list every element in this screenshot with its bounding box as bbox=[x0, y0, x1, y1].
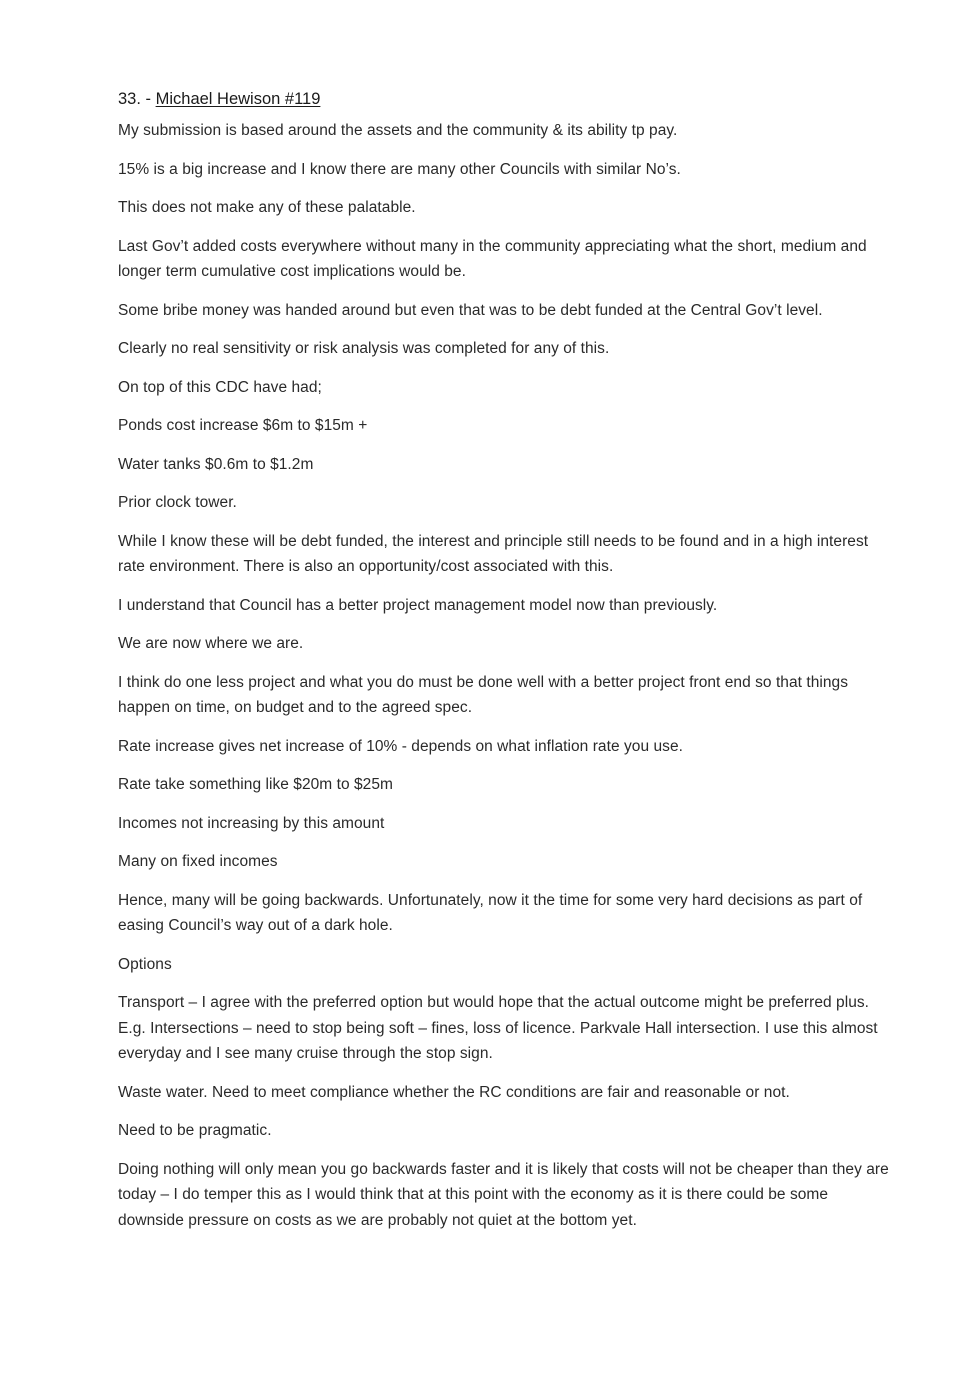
paragraph: Many on fixed incomes bbox=[118, 853, 278, 870]
paragraph: On top of this CDC have had; bbox=[118, 378, 322, 396]
paragraph: Need to be pragmatic. bbox=[118, 1122, 272, 1139]
paragraph: Water tanks $0.6m to $1.2m bbox=[118, 455, 314, 473]
paragraph: Some bribe money was handed around but even that was to be debt funded at the Central Gov’t level. bbox=[118, 301, 823, 319]
paragraph: While I know these will be debt funded, the interest and principle still needs to be found and in a high interest rate environment. There is also an opportunity/cost associated with this. bbox=[118, 532, 869, 575]
paragraph: Incomes not increasing by this amount bbox=[118, 814, 385, 832]
paragraph: Rate increase gives net increase of 10% - depends on what inflation rate you use. bbox=[118, 737, 683, 755]
paragraph: My submission is based around the assets and the community & its ability tp pay. bbox=[118, 122, 678, 139]
paragraph: Clearly no real sensitivity or risk analysis was completed for any of this. bbox=[118, 340, 610, 357]
paragraph: Options bbox=[118, 955, 172, 973]
submission-number: 33. - bbox=[118, 90, 156, 108]
paragraph: I understand that Council has a better project management model now than previously. bbox=[118, 596, 718, 614]
paragraph: 15% is a big increase and I know there are many other Councils with similar No’s. bbox=[118, 160, 681, 178]
submitter-name: Michael Hewison #119 bbox=[155, 90, 321, 108]
paragraph: Waste water. Need to meet compliance whether the RC conditions are fair and reasonable or not. bbox=[118, 1083, 790, 1101]
paragraph: Transport – I agree with the preferred option but would hope that the actual outcome might be preferred plus. E.g. Intersections – need to stop being soft – fines, loss of licence. Parkvale Hall intersection. I use this almost everyday and I see many cruise through the stop sign. bbox=[118, 994, 878, 1062]
paragraph: Prior clock tower. bbox=[118, 494, 237, 511]
document-page bbox=[118, 88, 898, 1246]
paragraph: Doing nothing will only mean you go backwards faster and it is likely that costs will not be cheaper than they are today – I do temper this as I would think that at this point with the economy as it is there could be some downside pressure on costs as we are probably not quiet at the bottom yet. bbox=[118, 1160, 889, 1229]
paragraph: We are now where we are. bbox=[118, 635, 304, 652]
paragraph: Hence, many will be going backwards. Unfortunately, now it the time for some very hard decisions as part of easing Council’s way out of a dark hole. bbox=[118, 891, 863, 934]
paragraph: Ponds cost increase $6m to $15m + bbox=[118, 417, 368, 434]
paragraph: Last Gov’t added costs everywhere without many in the community appreciating what the short, medium and longer term cumulative cost implications would be. bbox=[118, 237, 867, 280]
submission-heading bbox=[118, 88, 898, 110]
paragraph: I think do one less project and what you do must be done well with a better project front end so that things happen on time, on budget and to the agreed spec. bbox=[118, 673, 849, 716]
paragraph: This does not make any of these palatable. bbox=[118, 199, 416, 216]
paragraph: Rate take something like $20m to $25m bbox=[118, 776, 393, 793]
